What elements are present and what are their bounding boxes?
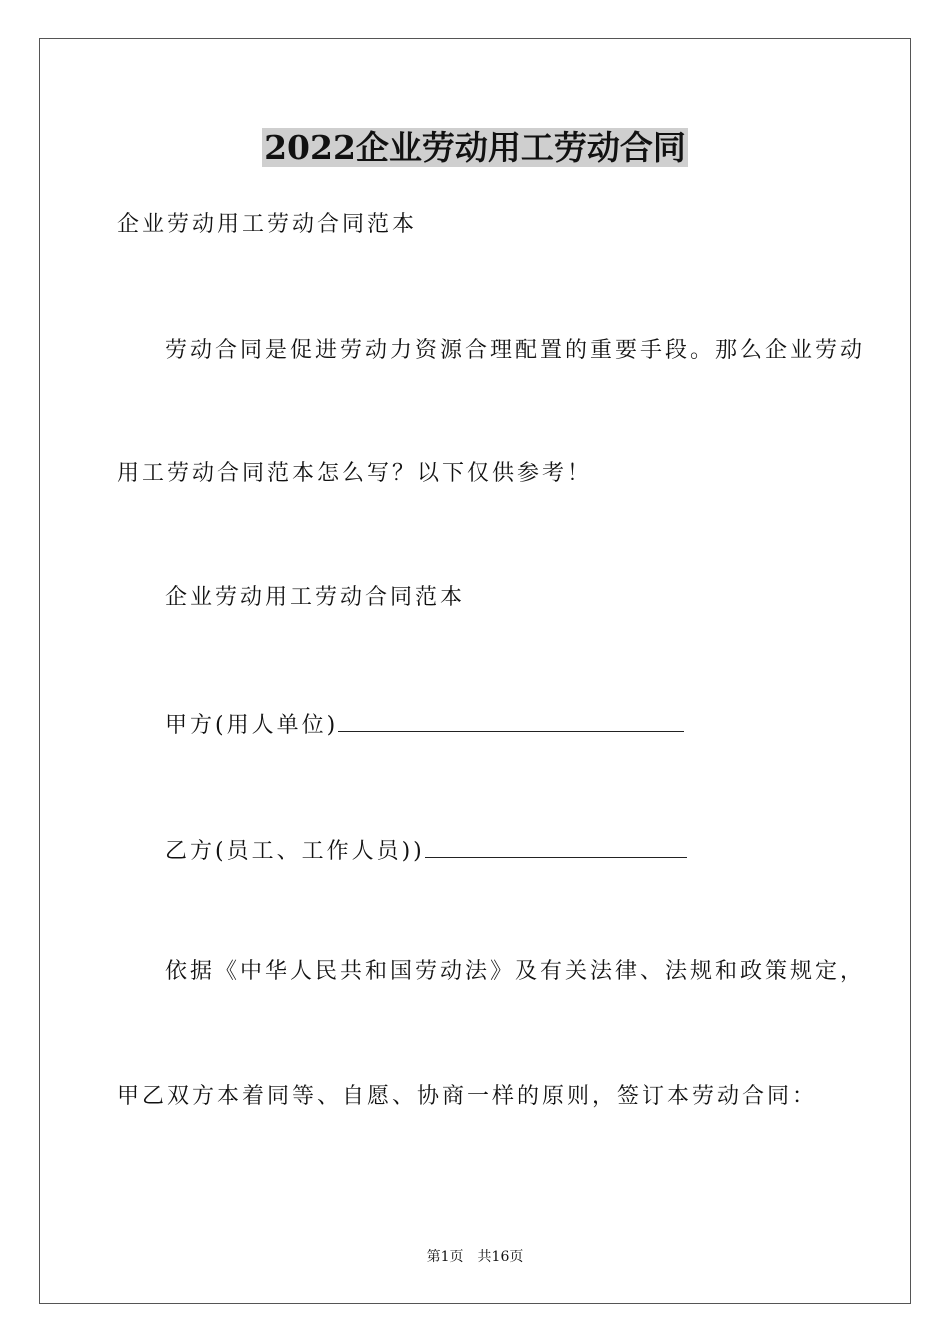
intro-paragraph-line-2: 用工劳动合同范本怎么写？以下仅供参考！ xyxy=(117,461,593,486)
party-b-blank-field[interactable] xyxy=(425,833,687,858)
document-title xyxy=(0,126,950,170)
section-heading: 企业劳动用工劳动合同范本 xyxy=(165,585,466,610)
basis-paragraph-line-2: 甲乙双方本着同等、自愿、协商一样的原则，签订本劳动合同： xyxy=(117,1084,818,1109)
page-total: 共16页 xyxy=(477,1249,524,1265)
subtitle: 企业劳动用工劳动合同范本 xyxy=(117,212,418,237)
intro-paragraph-line-1: 劳动合同是促进劳动力资源合理配置的重要手段。那么企业劳动 xyxy=(165,338,866,363)
party-b-line xyxy=(165,833,687,867)
page-footer xyxy=(0,1247,950,1267)
party-a-line xyxy=(165,707,684,741)
party-b-label: 乙方(员工、工作人员)) xyxy=(165,839,425,864)
document-title-text: 2022企业劳动用工劳动合同 xyxy=(264,128,686,167)
page-current: 第1页 xyxy=(426,1249,464,1265)
party-a-blank-field[interactable] xyxy=(338,707,684,732)
party-a-label: 甲方(用人单位) xyxy=(165,713,339,738)
basis-paragraph-line-1: 依据《中华人民共和国劳动法》及有关法律、法规和政策规定， xyxy=(165,959,866,984)
